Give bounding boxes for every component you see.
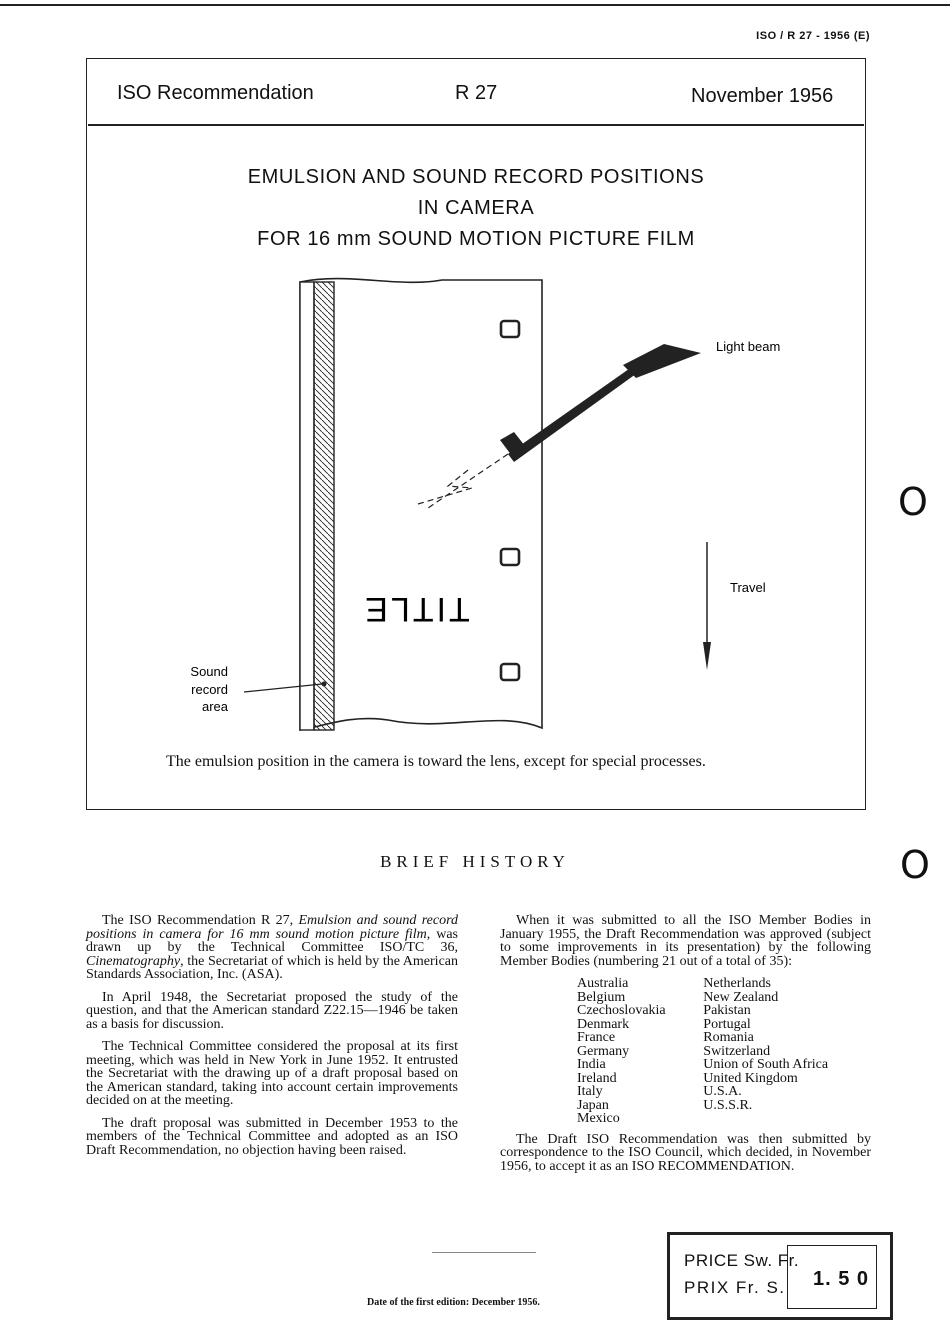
member-body: Czechoslovakia (577, 1003, 666, 1018)
history-right-column (500, 914, 871, 1182)
history-paragraph: The ISO Recommendation R 27, Emulsion and sound record positions in camera for 16 mm sound motion picture film, was drawn up by the Technical Committee ISO/TC 36, Cinematography, the Secretariat of which is held by the American Standards Association, Inc. (ASA). (86, 913, 458, 982)
recommendation-number: R 27 (455, 82, 498, 104)
sound-record-label: record (191, 682, 228, 697)
sprocket-hole (501, 664, 519, 680)
sprocket-hole (501, 549, 519, 565)
history-left-column (86, 914, 458, 1166)
title-line-1: EMULSION AND SOUND RECORD POSITIONS (247, 166, 705, 188)
recommendation-date: November 1956 (691, 85, 834, 107)
member-body: Union of South Africa (703, 1057, 829, 1072)
member-body: Italy (577, 1084, 603, 1099)
film-strip (300, 279, 542, 730)
header-divider (88, 124, 864, 126)
member-body: Ireland (577, 1070, 617, 1086)
member-body: Mexico (577, 1111, 620, 1126)
recommendation-label: ISO Recommendation (117, 82, 314, 104)
history-paragraph: The Technical Committee considered the proposal at its first meeting, which was held in New York in June 1952. It entrusted the Secretariat with the drawing up of a draft proposal based on the American standard, taking into account certain improvements decided on at the meeting. (86, 1039, 458, 1108)
sound-record-label: Sound (190, 664, 228, 679)
member-body: Japan (577, 1097, 609, 1113)
first-edition-date: Date of the first edition: December 1956. (367, 1297, 540, 1308)
title-line-2: IN CAMERA (417, 197, 535, 219)
member-body: U.S.A. (703, 1084, 742, 1099)
light-beam-label: Light beam (716, 339, 781, 354)
member-body: United Kingdom (703, 1070, 798, 1086)
member-bodies-list (577, 977, 871, 1126)
top-rule (0, 4, 950, 6)
sprocket-hole (501, 321, 519, 337)
price-value: 1. 5 0 (813, 1268, 870, 1290)
member-body: U.S.S.R. (703, 1097, 753, 1113)
travel-arrow (703, 542, 711, 670)
history-paragraph: The draft proposal was submitted in December 1953 to the members of the Technical Committee and adopted as an ISO Draft Recommendation, no objection having been raised. (86, 1115, 458, 1158)
member-bodies-column-1 (577, 977, 703, 1126)
member-body: India (577, 1057, 606, 1072)
member-body: Pakistan (703, 1003, 751, 1018)
member-body: Netherlands (703, 976, 771, 991)
member-body: New Zealand (703, 989, 779, 1005)
footer-divider (432, 1252, 536, 1253)
title-line-3: FOR 16 mm SOUND MOTION PICTURE FILM (257, 228, 695, 250)
history-paragraph: When it was submitted to all the ISO Member Bodies in January 1955, the Draft Recommendation was approved (subject to some improvements in its presentation) by the following Member Bodies (numbering 21 out of a total of 35): (500, 913, 871, 969)
binding-hole-mark: O (900, 843, 930, 887)
member-body: Switzerland (703, 1043, 771, 1059)
history-heading: BRIEF HISTORY (380, 852, 570, 871)
member-bodies-column-2 (703, 977, 871, 1126)
travel-label: Travel (730, 580, 766, 595)
history-paragraph: In April 1948, the Secretariat proposed the study of the question, and that the American standard Z22.15—1946 be taken as a basis for discussion. (86, 989, 458, 1032)
member-body: Australia (577, 976, 629, 991)
price-label-english: PRICE Sw. Fr. (684, 1251, 800, 1270)
history-paragraph: The Draft ISO Recommendation was then submitted by correspondence to the ISO Council, which decided, in November 1956, to accept it as an ISO RECOMMENDATION. (500, 1131, 871, 1174)
diagram-caption: The emulsion position in the camera is toward the lens, except for special processes. (166, 753, 706, 770)
price-label-french: PRIX Fr. S. (684, 1278, 786, 1297)
member-body: Germany (577, 1043, 630, 1059)
document-reference: ISO / R 27 - 1956 (E) (756, 30, 870, 42)
film-diagram (88, 270, 864, 750)
sound-track-hatching (314, 282, 334, 730)
member-body: Belgium (577, 989, 626, 1005)
film-edge (300, 282, 314, 730)
member-body: Denmark (577, 1016, 630, 1032)
member-body: Romania (703, 1030, 754, 1045)
binding-hole-mark: O (898, 480, 928, 524)
member-body: Portugal (703, 1016, 751, 1032)
frame-title-mirrored: TITLE (362, 590, 470, 628)
member-body: France (577, 1030, 616, 1045)
sound-record-label: area (201, 699, 228, 714)
